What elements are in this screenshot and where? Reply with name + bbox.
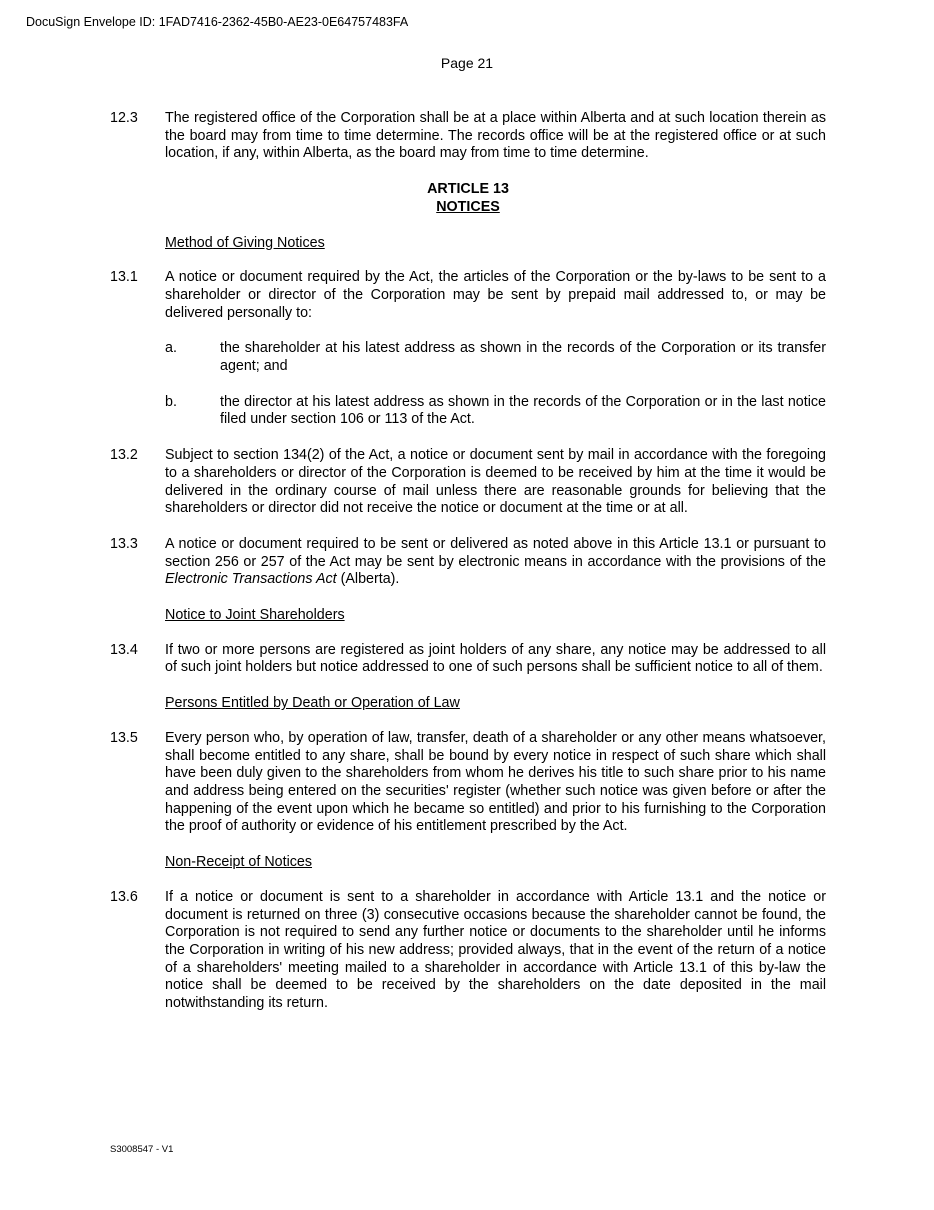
section-13-4 <box>110 642 826 677</box>
section-text: Subject to section 134(2) of the Act, a notice or document sent by mail in accordance with the foregoing to a shareholders or director of the Corporation is deemed to be received by him at the time it would be delivered in the ordinary course of mail unless there are reasonable grounds for believing that the shareholders or director did not receive the notice or document at the time or at all. <box>165 447 826 517</box>
document-body <box>110 110 826 1031</box>
subsection-label: b. <box>165 393 177 410</box>
docusign-envelope-id: DocuSign Envelope ID: 1FAD7416-2362-45B0-AE23-0E64757483FA <box>26 15 409 29</box>
subsection-b <box>165 394 826 429</box>
heading-method-of-giving-notices: Method of Giving Notices <box>165 234 325 251</box>
section-text: If two or more persons are registered as joint holders of any share, any notice may be addressed to all of such joint holders but notice addressed to one of such persons shall be sufficient notice to all of them. <box>165 641 826 676</box>
section-13-1 <box>110 269 826 322</box>
subsection-label: a. <box>165 340 177 357</box>
section-number: 12.3 <box>110 110 138 126</box>
section-number: 13.3 <box>110 535 138 552</box>
section-text-part: (Alberta). <box>336 571 400 588</box>
subsection-text: the shareholder at his latest address as shown in the records of the Corporation or its transfer agent; and <box>220 340 826 375</box>
page-number: Page 21 <box>440 55 494 71</box>
section-12-3 <box>110 110 826 163</box>
section-text <box>165 536 826 589</box>
subsection-text: the director at his latest address as shown in the records of the Corporation or in the last notice filed under section 106 or 113 of the Act. <box>220 393 826 428</box>
section-text: The registered office of the Corporation shall be at a place within Alberta and at such location therein as the board may from time to time determine. The records office will be at the registered office or at such location, if any, within Alberta, as the board may from time to time determine. <box>165 110 826 162</box>
section-text: If a notice or document is sent to a shareholder in accordance with Article 13.1 and the notice or document is returned on three (3) consecutive occasions because the shareholder cannot be found, the Corporation is not required to send any further notice or documents to the shareholder until he informs the Corporation in writing of his new address; provided always, that in the event of the return of a notice of a shareholders' meeting mailed to a shareholder in accordance with Article 13.1 of this by-law the notice shall be deemed to be received by the shareholders on the date deposited in the mail notwithstanding its return. <box>165 888 826 1012</box>
section-number: 13.1 <box>110 269 138 286</box>
section-text: Every person who, by operation of law, transfer, death of a shareholder or any other means whatsoever, shall become entitled to any share, shall be bound by every notice in respect of such share which shall have been duly given to the shareholders from whom he derives his title to such share prior to his name and address being entered on the securities' register (whether such notice was given before or after the happening of the event upon which he became so entitled) and prior to his furnishing to the Corporation the proof of authority or evidence of his entitlement prescribed by the Act. <box>165 729 826 835</box>
section-13-2 <box>110 447 826 518</box>
section-13-6 <box>110 889 826 1013</box>
section-number: 13.2 <box>110 447 138 464</box>
section-13-3 <box>110 536 826 589</box>
document-footer-code: S3008547 - V1 <box>110 1144 174 1155</box>
section-number: 13.5 <box>110 729 138 746</box>
article-subtitle: NOTICES <box>436 198 500 215</box>
section-number: 13.6 <box>110 888 138 905</box>
heading-non-receipt-of-notices: Non-Receipt of Notices <box>165 854 313 871</box>
heading-persons-entitled: Persons Entitled by Death or Operation of Law <box>165 695 460 712</box>
section-13-5 <box>110 730 826 836</box>
subsection-a <box>165 340 826 375</box>
article-title: ARTICLE 13 <box>427 181 509 198</box>
section-text: A notice or document required by the Act, the articles of the Corporation or the by-laws to be sent to a shareholder or director of the Corporation may be sent by prepaid mail addressed to, or may be delivered personally to: <box>165 269 826 321</box>
article-heading <box>110 181 826 216</box>
heading-notice-to-joint-shareholders: Notice to Joint Shareholders <box>165 607 345 624</box>
section-text-part: A notice or document required to be sent or delivered as noted above in this Article 13.1 or pursuant to section 256 or 257 of the Act may be sent by electronic means in accordance with the provisions of the <box>165 535 826 570</box>
section-number: 13.4 <box>110 641 138 658</box>
act-title: Electronic Transactions Act <box>165 571 337 588</box>
